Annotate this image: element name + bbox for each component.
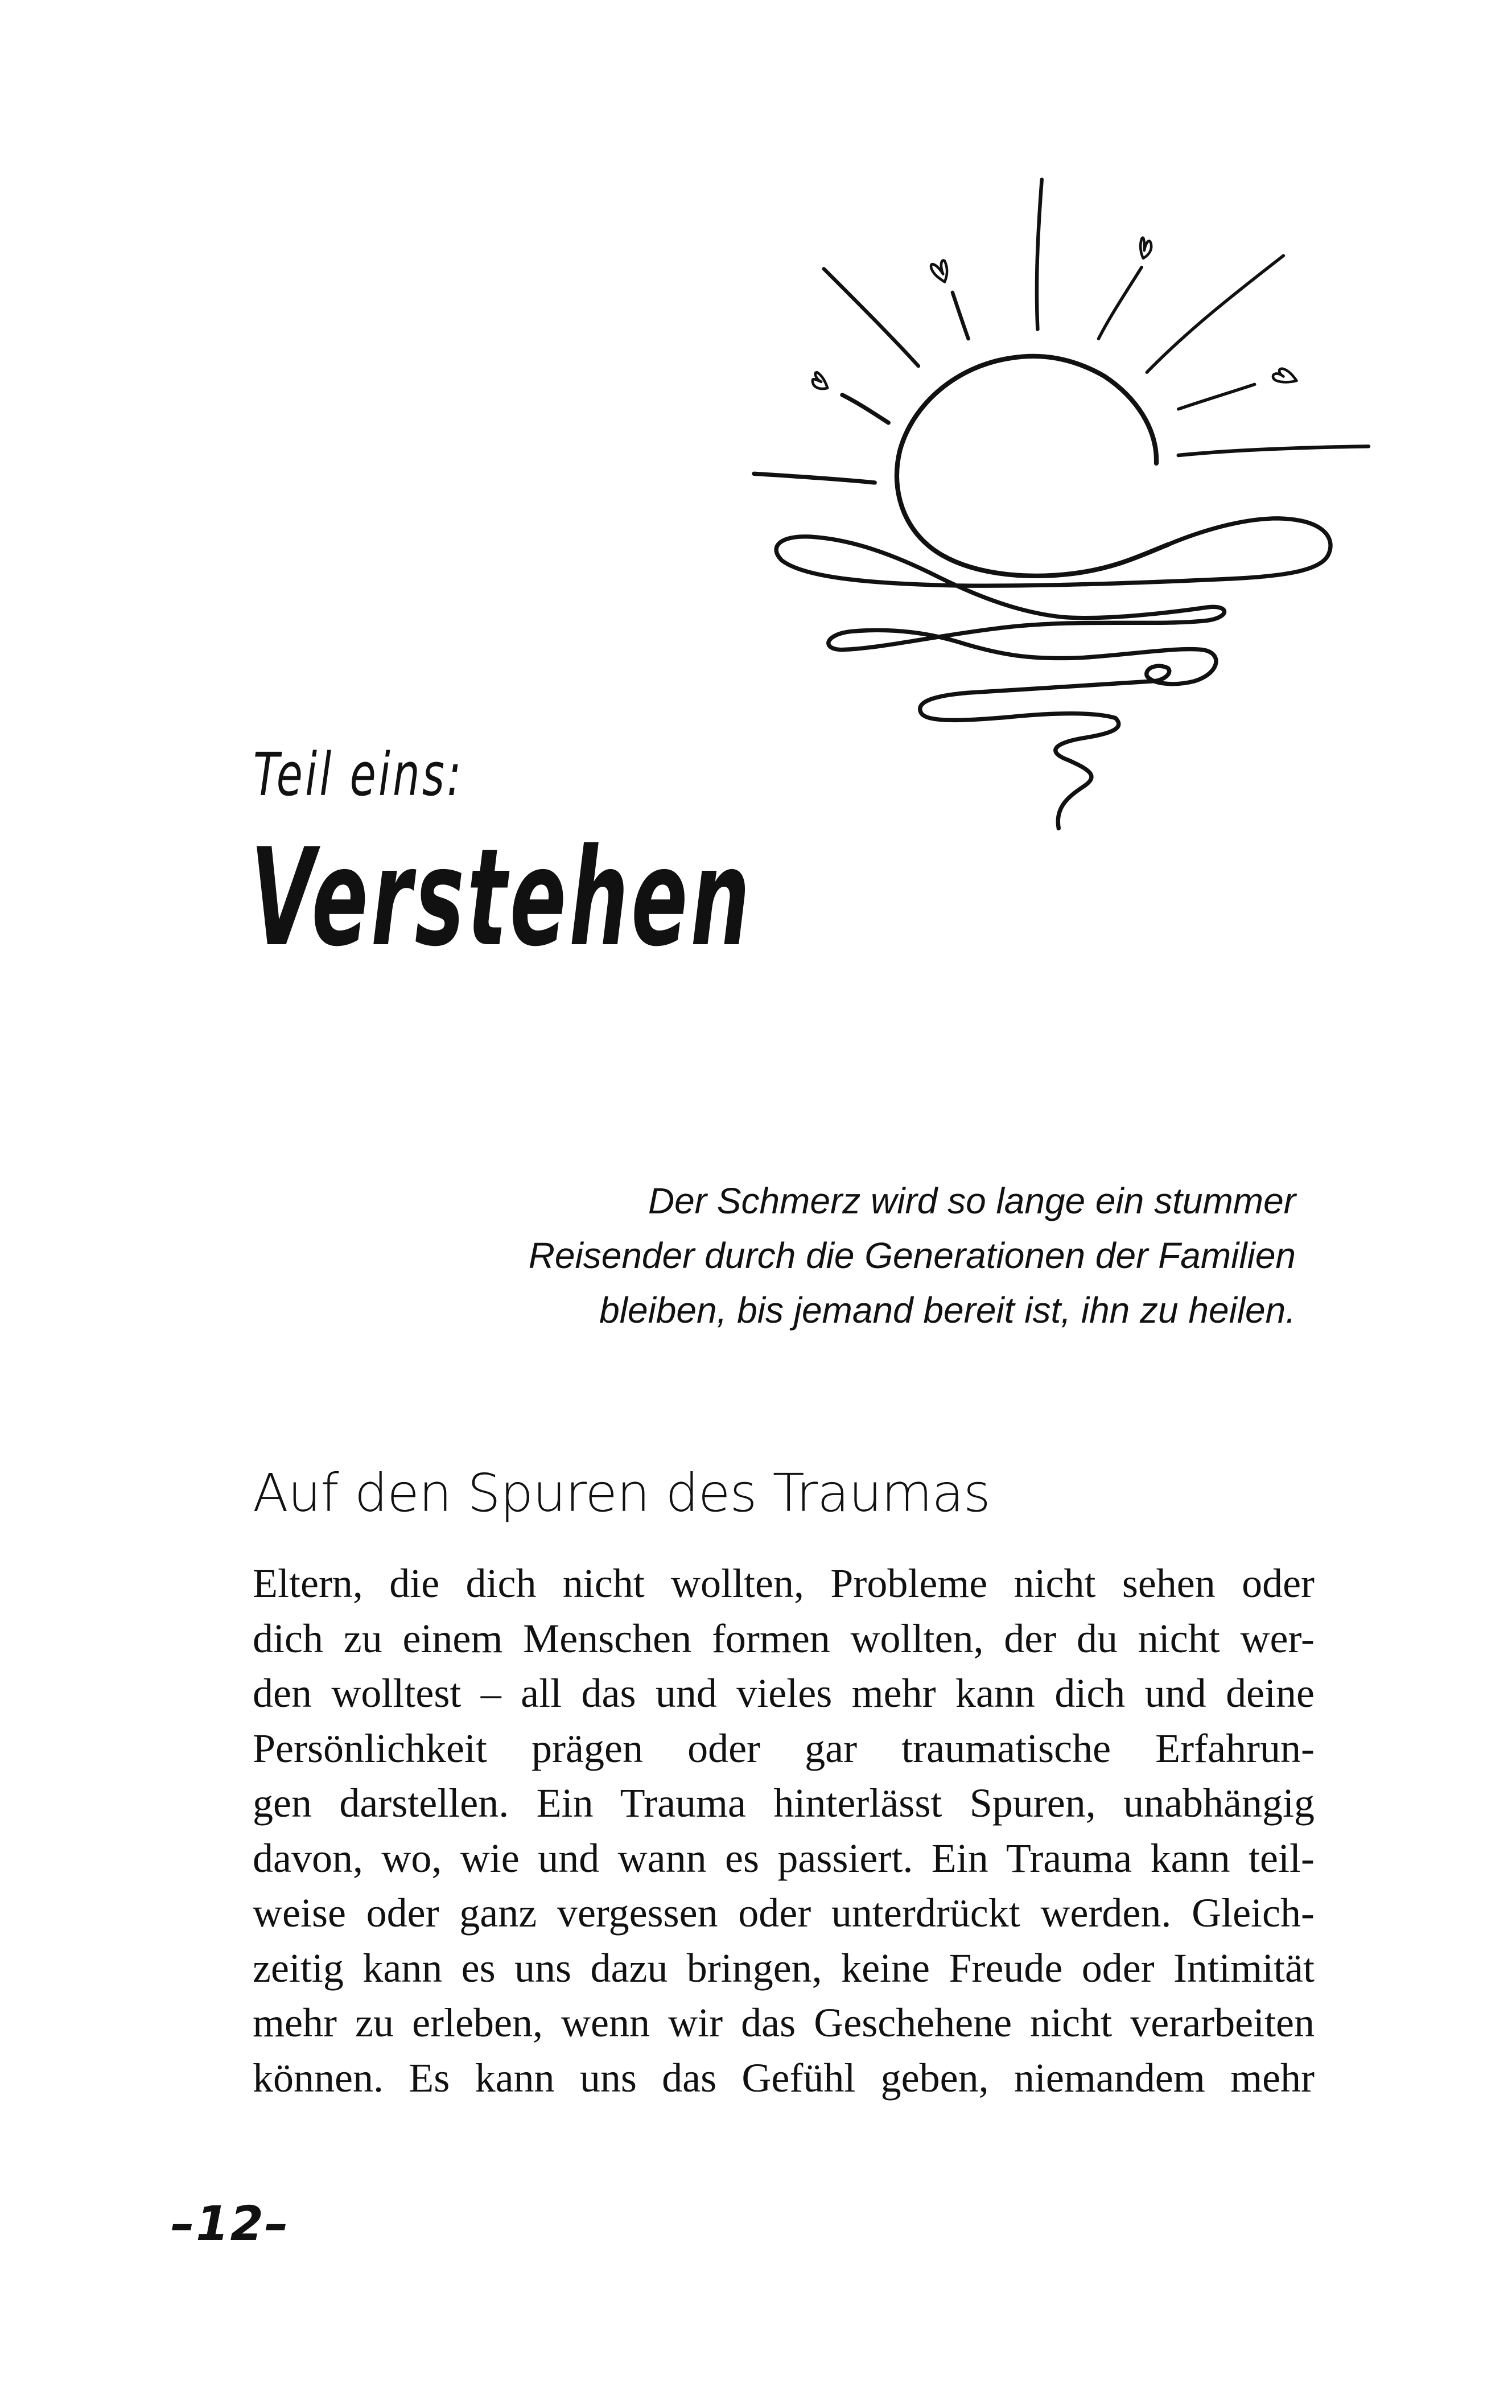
water-waves-icon (776, 518, 1330, 829)
sun-ray-icon (1179, 446, 1369, 455)
sun-ray-icon (842, 395, 888, 423)
section-heading: Auf den Spuren des Traumas (253, 1463, 990, 1524)
heart-icon (813, 372, 827, 389)
sun-ray-icon (953, 293, 969, 339)
epigraph-quote (385, 1174, 1296, 1337)
sun-circle-icon (897, 356, 1168, 576)
sun-ray-icon (754, 474, 875, 483)
heart-icon (931, 261, 947, 282)
body-line: Persönlichkeit prägen oder gar traumatische Erfahrun- (253, 1725, 1315, 1771)
epigraph-line: bleiben, bis jemand bereit ist, ihn zu heilen. (599, 1290, 1296, 1331)
body-line: dich zu einem Menschen formen wollten, der du nicht wer- (253, 1615, 1315, 1661)
body-line: Eltern, die dich nicht wollten, Probleme nicht sehen oder (253, 1561, 1315, 1606)
sun-ray-icon (824, 269, 918, 366)
body-line: davon, wo, wie und wann es passiert. Ein Trauma kann teil- (253, 1835, 1315, 1881)
part-label: Teil eins: (253, 740, 464, 809)
heart-icon (1273, 369, 1297, 382)
body-line: mehr zu erleben, wenn wir das Geschehene nicht verarbeiten (253, 2000, 1315, 2045)
body-line: weise oder ganz vergessen oder unterdrückt werden. Gleich- (253, 1890, 1315, 1936)
part-title: Verstehen (250, 820, 753, 976)
heart-icon (1140, 238, 1151, 258)
page-number: –12– (171, 2196, 290, 2251)
body-line: den wolltest – all das und vieles mehr kann dich und deine (253, 1670, 1315, 1716)
body-line: können. Es kann uns das Gefühl geben, niemandem mehr (253, 2055, 1315, 2101)
body-line: zeitig kann es uns dazu bringen, keine Freude oder Intimität (253, 1945, 1315, 1991)
sun-ray-icon (1098, 267, 1142, 339)
sun-ray-icon (1179, 384, 1255, 409)
body-line: gen darstellen. Ein Trauma hinterlässt Spuren, unabhängig (253, 1780, 1315, 1826)
epigraph-line: Der Schmerz wird so lange ein stummer (648, 1180, 1296, 1221)
body-paragraph (253, 1556, 1315, 2105)
sunset-illustration-icon (706, 131, 1389, 916)
epigraph-line: Reisender durch die Generationen der Familien (528, 1235, 1296, 1276)
sun-ray-icon (1147, 256, 1283, 372)
sun-ray-icon (1037, 179, 1042, 329)
